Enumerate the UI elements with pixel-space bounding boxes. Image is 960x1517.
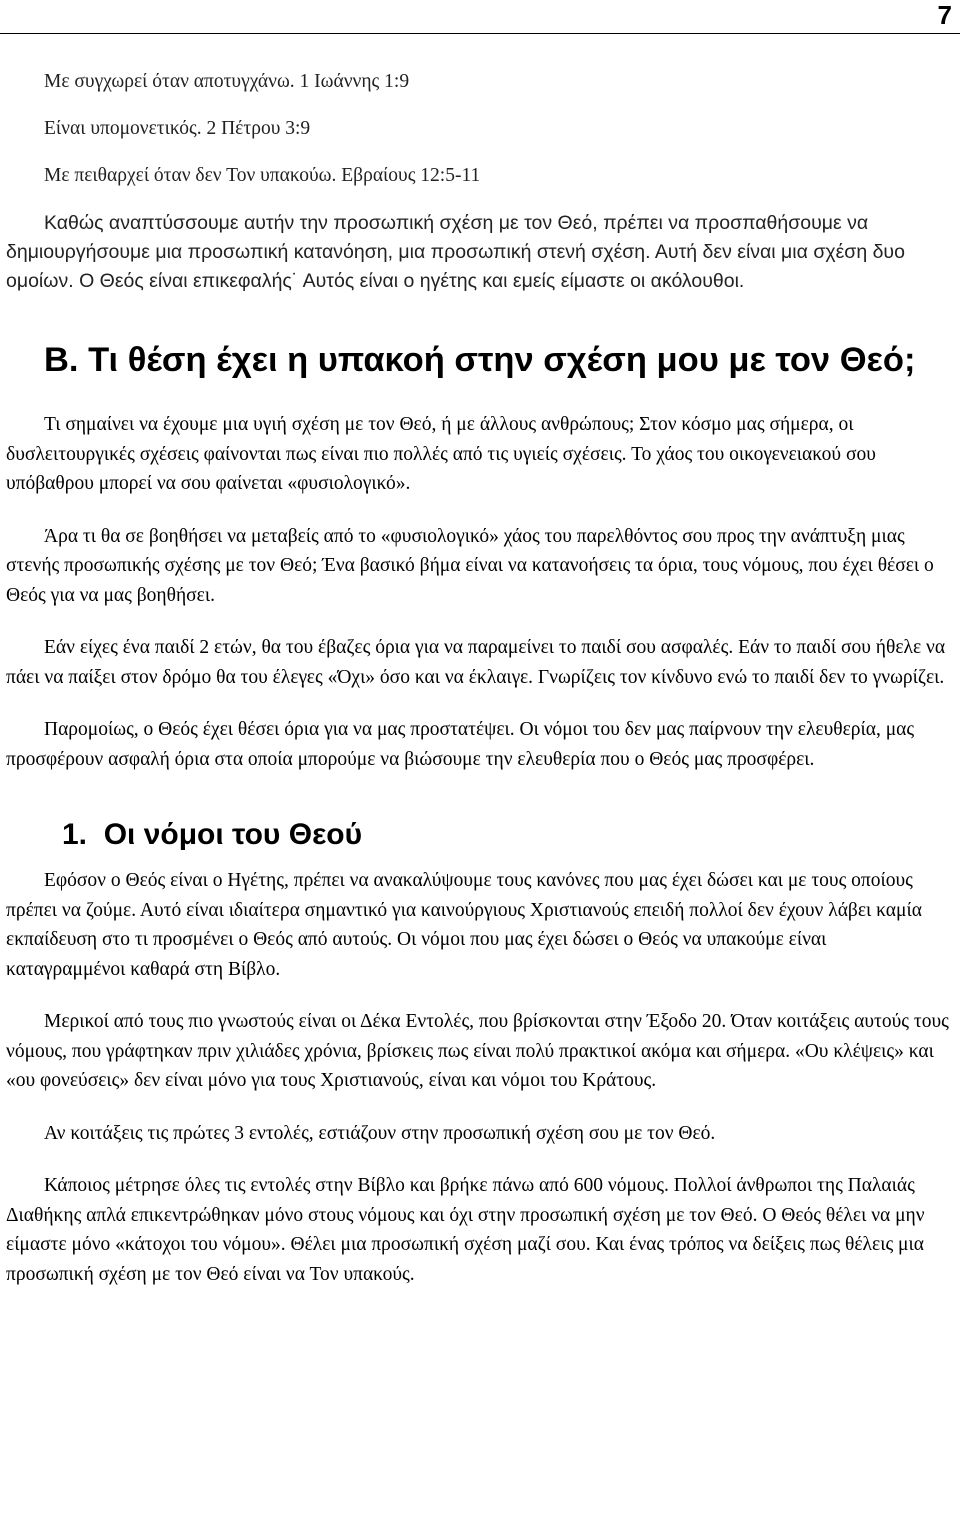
verse-list <box>6 68 950 190</box>
body-paragraph: Μερικοί από τους πιο γνωστούς είναι οι Δέκα Εντολές, που βρίσκονται στην Έξοδο 20. Όταν κοιτάξεις αυτούς τους νόμους, που γράφτηκαν πριν χιλιάδες χρόνια, βρίσκεις πως είναι πολύ πρακτικοί ακόμα και σήμερα. «Ου κλέψεις» και «ου φονεύσεις» δεν είναι μόνο για τους Χριστιανούς, είναι και νόμοι του Κράτους. <box>6 1011 949 1091</box>
page-number: 7 <box>937 0 952 30</box>
body-paragraph: Εάν είχες ένα παιδί 2 ετών, θα του έβαζες όρια για να παραμείνει το παιδί σου ασφαλές. Εάν το παιδί σου ήθελε να πάει να παίξει στον δρόμο θα του έλεγες «Όχι» όσο και να έκλαιγε. Γνωρίζεις τον κίνδυνο ενώ το παιδί δεν το γνωρίζει. <box>6 637 946 688</box>
body-paragraph: Εφόσον ο Θεός είναι ο Ηγέτης, πρέπει να ανακαλύψουμε τους κανόνες που μας έχει δώσει και με τους οποίους πρέπει να ζούμε. Αυτό είναι ιδιαίτερα σημαντικό για καινούργιους Χριστιανούς επειδή πολλοί δεν έχουν λάβει καμία εκπαίδευση στο τι προσμένει ο Θεός από αυτούς. Οι νόμοι που μας έχει δώσει ο Θεός να υπακούμε είναι καταγραμμένοι καθαρά στη Βίβλο. <box>6 870 922 980</box>
body-paragraph: Άρα τι θα σε βοηθήσει να μεταβείς από το «φυσιολογικό» χάος του παρελθόντος σου προς την ανάπτυξη μιας στενής προσωπικής σχέσης με τον Θεό; Ένα βασικό βήμα είναι να κατανοήσεις τα όρια, τους νόμους, που έχει θέσει ο Θεός για να μας βοηθήσει. <box>6 525 934 606</box>
section-1-heading: 1. Οι νόμοι του Θεού <box>62 818 363 851</box>
document-body <box>6 68 950 1312</box>
body-paragraph: Τι σημαίνει να έχουμε μια υγιή σχέση με τον Θεό, ή με άλλους ανθρώπους; Στον κόσμο μας σήμερα, οι δυσλειτουργικές σχέσεις φαίνονται πως είναι πιο πολλές από τις υγιείς σχέσεις. Το χάος του οικογενειακού σου υπόβαθρου μπορεί να σου φαίνεται «φυσιολογικό». <box>6 414 876 494</box>
header-rule <box>0 33 960 34</box>
body-paragraph: Παρομοίως, ο Θεός έχει θέσει όρια για να μας προστατέψει. Οι νόμοι του δεν μας παίρνουν την ελευθερία, μας προσφέρουν ασφαλή όρια στα οποία μπορούμε να βιώσουμε την ελευθερία που ο Θεός μας προσφέρει. <box>6 719 915 770</box>
verse-item: Είναι υπομονετικός. 2 Πέτρου 3:9 <box>44 118 311 139</box>
intro-paragraph: Καθώς αναπτύσσουμε αυτήν την προσωπική σχέση με τον Θεό, πρέπει να προσπαθήσουμε να δημιουργήσουμε μια προσωπική κατανόηση, μια προσωπική στενή σχέση. Αυτή δεν είναι μια σχέση δυο ομοίων. Ο Θεός είναι επικεφαλής˙ Αυτός είναι ο ηγέτης και εμείς είμαστε οι ακόλουθοι. <box>6 212 905 292</box>
verse-item: Με συγχωρεί όταν αποτυγχάνω. 1 Ιωάννης 1:9 <box>44 71 410 92</box>
section-b-heading: B. Τι θέση έχει η υπακοή στην σχέση μου με τον Θεό; <box>44 341 916 379</box>
body-paragraph: Κάποιος μέτρησε όλες τις εντολές στην Βίβλο και βρήκε πάνω από 600 νόμους. Πολλοί άνθρωποι της Παλαιάς Διαθήκης απλά επικεντρώθηκαν μόνο στους νόμους και όχι στην προσωπική σχέση με τον Θεό. Ο Θεός θέλει να μην είμαστε μόνο «κάτοχοι του νόμου». Θέλει μια προσωπική σχέση μαζί σου. Και ένας τρόπος να δείξεις πως θέλεις μια προσωπική σχέση με τον Θεό είναι να Τον υπακούς. <box>6 1175 925 1285</box>
verse-item: Με πειθαρχεί όταν δεν Τον υπακούω. Εβραίους 12:5-11 <box>44 165 481 186</box>
body-paragraph: Αν κοιτάξεις τις πρώτες 3 εντολές, εστιάζουν στην προσωπική σχέση σου με τον Θεό. <box>44 1122 716 1144</box>
